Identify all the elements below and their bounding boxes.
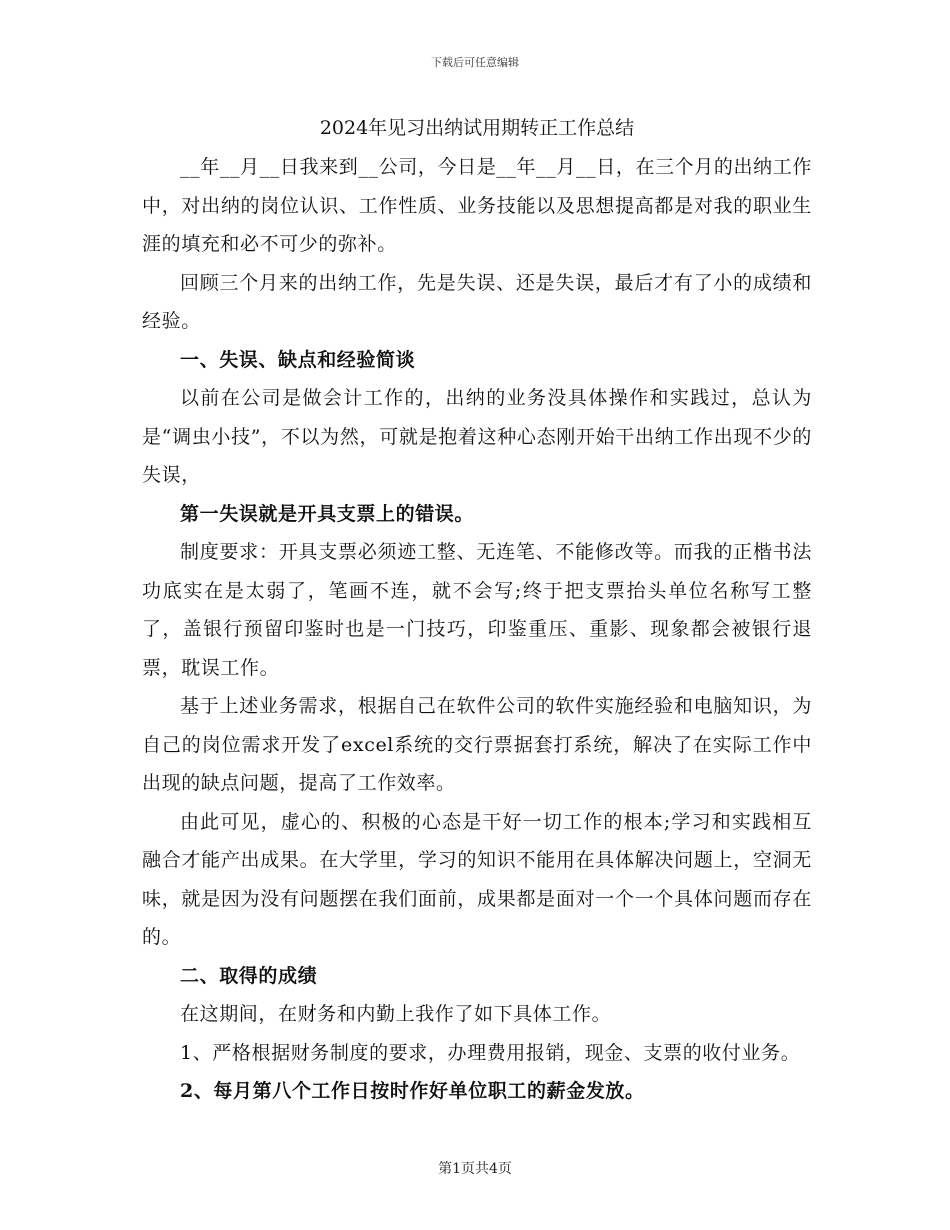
page-footer: 第1页共4页 — [438, 1161, 512, 1177]
paragraph: 1、严格根据财务制度的要求，办理费用报销，现金、支票的收付业务。 — [180, 1041, 801, 1064]
paragraph: 由此可见，虚心的、积极的心态是干好一切工作的根本;学习和实践相互融合才能产出成果。在大学里，学习的知识不能用在具体解决问题上，空洞无味，就是因为没有问题摆在我们面前，成果都是面对一个一个具体问题而存在的。 — [142, 810, 812, 948]
paragraph: 基于上述业务需求，根据自己在软件公司的软件实施经验和电脑知识，为自己的岗位需求开发了excel系统的交行票据套打系统，解决了在实际工作中出现的缺点问题，提高了工作效率。 — [142, 695, 812, 794]
paragraph-list — [142, 148, 812, 1111]
header-note: 下载后可任意编辑 — [431, 56, 519, 69]
paragraph: 在这期间，在财务和内勤上我作了如下具体工作。 — [180, 1003, 612, 1025]
document-body — [142, 112, 812, 1111]
section-heading: 一、失误、缺点和经验简谈 — [180, 348, 416, 371]
paragraph: 回顾三个月来的出纳工作，先是失误、还是失误，最后才有了小的成绩和经验。 — [142, 271, 812, 332]
document-title: 2024年见习出纳试用期转正工作总结 — [319, 117, 635, 139]
section-heading: 第一失误就是开具支票上的错误。 — [180, 502, 475, 525]
paragraph: __年__月__日我来到__公司，今日是__年__月__日，在三个月的出纳工作中，对出纳的岗位认识、工作性质、业务技能以及思想提高都是对我的职业生涯的填充和必不可少的弥补。 — [142, 156, 812, 255]
section-heading: 二、取得的成绩 — [180, 964, 318, 987]
paragraph: 制度要求：开具支票必须迹工整、无连笔、不能修改等。而我的正楷书法功底实在是太弱了，笔画不连，就不会写;终于把支票抬头单位名称写工整了，盖银行预留印鉴时也是一门技巧，印鉴重压、重影、现象都会被银行退票，耽误工作。 — [142, 541, 812, 679]
section-heading: 2、每月第八个工作日按时作好单位职工的薪金发放。 — [180, 1080, 645, 1102]
paragraph: 以前在公司是做会计工作的，出纳的业务没具体操作和实践过，总认为是“调虫小技”，不以为然，可就是抱着这种心态刚开始干出纳工作出现不少的失误， — [142, 387, 812, 486]
